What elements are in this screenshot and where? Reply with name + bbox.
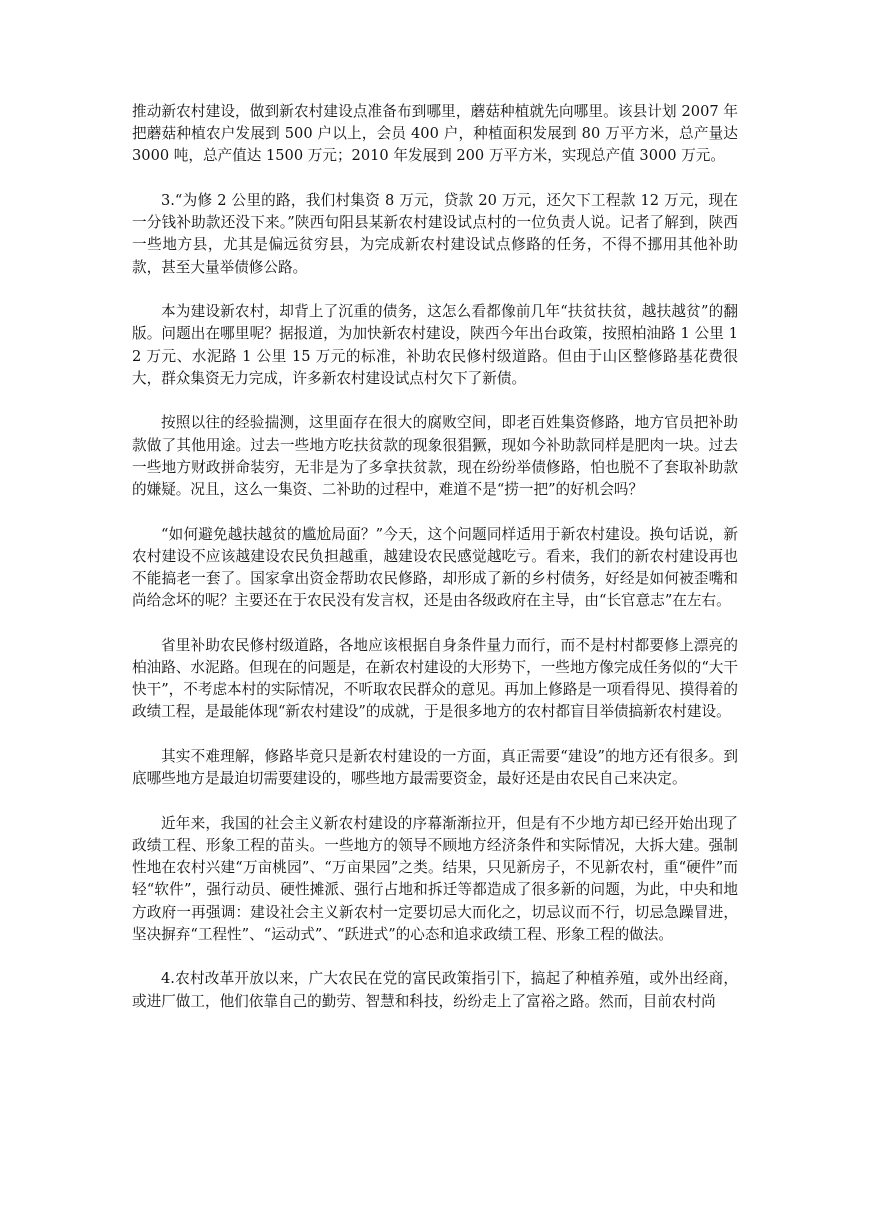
paragraph: 4.农村改革开放以来，广大农民在党的富民政策指引下，搞起了种植养殖，或外出经商，或进厂做工，他们依靠自己的勤劳、智慧和科技，纷纷走上了富裕之路。然而，目前农村尚	[132, 970, 738, 1010]
paragraph: 省里补助农民修村级道路，各地应该根据自身条件量力而行，而不是村村都要修上漂亮的柏油路、水泥路。但现在的问题是，在新农村建设的大形势下，一些地方像完成任务似的“大干快干”，不考虑本村的实际情况，不听取农民群众的意见。再加上修路是一项看得见、摸得着的政绩工程，是最能体现“新农村建设”的成就，于是很多地方的农村都盲目举债搞新农村建设。	[132, 636, 738, 721]
paragraph: 推动新农村建设，做到新农村建设点准备布到哪里，蘑菇种植就先向哪里。该县计划 2007 年把蘑菇种植农户发展到 500 户以上，会员 400 户，种植面积发展到 80 万平方米，总产量达 3000 吨，总产值达 1500 万元；2010 年发展到 200 万平方米，实现总产值 3000 万元。	[132, 103, 738, 165]
paragraph: 近年来，我国的社会主义新农村建设的序幕渐渐拉开，但是有不少地方却已经开始出现了政绩工程、形象工程的苗头。一些地方的领导不顾地方经济条件和实际情况，大拆大建。强制性地在农村兴建“万亩桃园”、“万亩果园”之类。结果，只见新房子，不见新农村，重“硬件”而轻“软件”，强行动员、硬性摊派、强行占地和拆迁等都造成了很多新的问题，为此，中央和地方政府一再强调：建设社会主义新农村一定要切忌大而化之，切忌议而不行，切忌急躁冒进，坚决摒弃“工程性”、“运动式”、“跃进式”的心态和追求政绩工程、形象工程的做法。	[132, 814, 738, 943]
paragraph: 按照以往的经验揣测，这里面存在很大的腐败空间，即老百姓集资修路，地方官员把补助款做了其他用途。过去一些地方吃扶贫款的现象很猖獗，现如今补助款同样是肥肉一块。过去一些地方财政拼命装穷，无非是为了多拿扶贫款，现在纷纷举债修路，怕也脱不了套取补助款的嫌疑。况且，这么一集资、二补助的过程中，难道不是“捞一把”的好机会吗？	[132, 414, 738, 499]
paragraph: 3.“为修 2 公里的路，我们村集资 8 万元，贷款 20 万元，还欠下工程款 12 万元，现在一分钱补助款还没下来。”陕西旬阳县某新农村建设试点村的一位负责人说。记者了解到，陕西一些地方县，尤其是偏远贫穷县，为完成新农村建设试点修路的任务，不得不挪用其他补助款，甚至大量举债修公路。	[132, 192, 738, 276]
paragraph: 其实不难理解，修路毕竟只是新农村建设的一方面，真正需要“建设”的地方还有很多。到底哪些地方是最迫切需要建设的，哪些地方最需要资金，最好还是由农民自己来决定。	[132, 748, 738, 788]
paragraph: “如何避免越扶越贫的尴尬局面？”今天，这个问题同样适用于新农村建设。换句话说，新农村建设不应该越建设农民负担越重，越建设农民感觉越吃亏。看来，我们的新农村建设再也不能搞老一套了。国家拿出资金帮助农民修路，却形成了新的乡村债务，好经是如何被歪嘴和尚给念坏的呢？主要还在于农民没有发言权，还是由各级政府在主导，由“长官意志”在左右。	[132, 525, 738, 610]
document-body	[132, 101, 738, 1035]
paragraph: 本为建设新农村，却背上了沉重的债务，这怎么看都像前几年“扶贫扶贫，越扶越贫”的翻版。问题出在哪里呢？据报道，为加快新农村建设，陕西今年出台政策，按照柏油路 1 公里 12 万元、水泥路 1 公里 15 万元的标准，补助农民修村级道路。但由于山区整修路基花费很大，群众集资无力完成，许多新农村建设试点村欠下了新债。	[132, 303, 738, 387]
